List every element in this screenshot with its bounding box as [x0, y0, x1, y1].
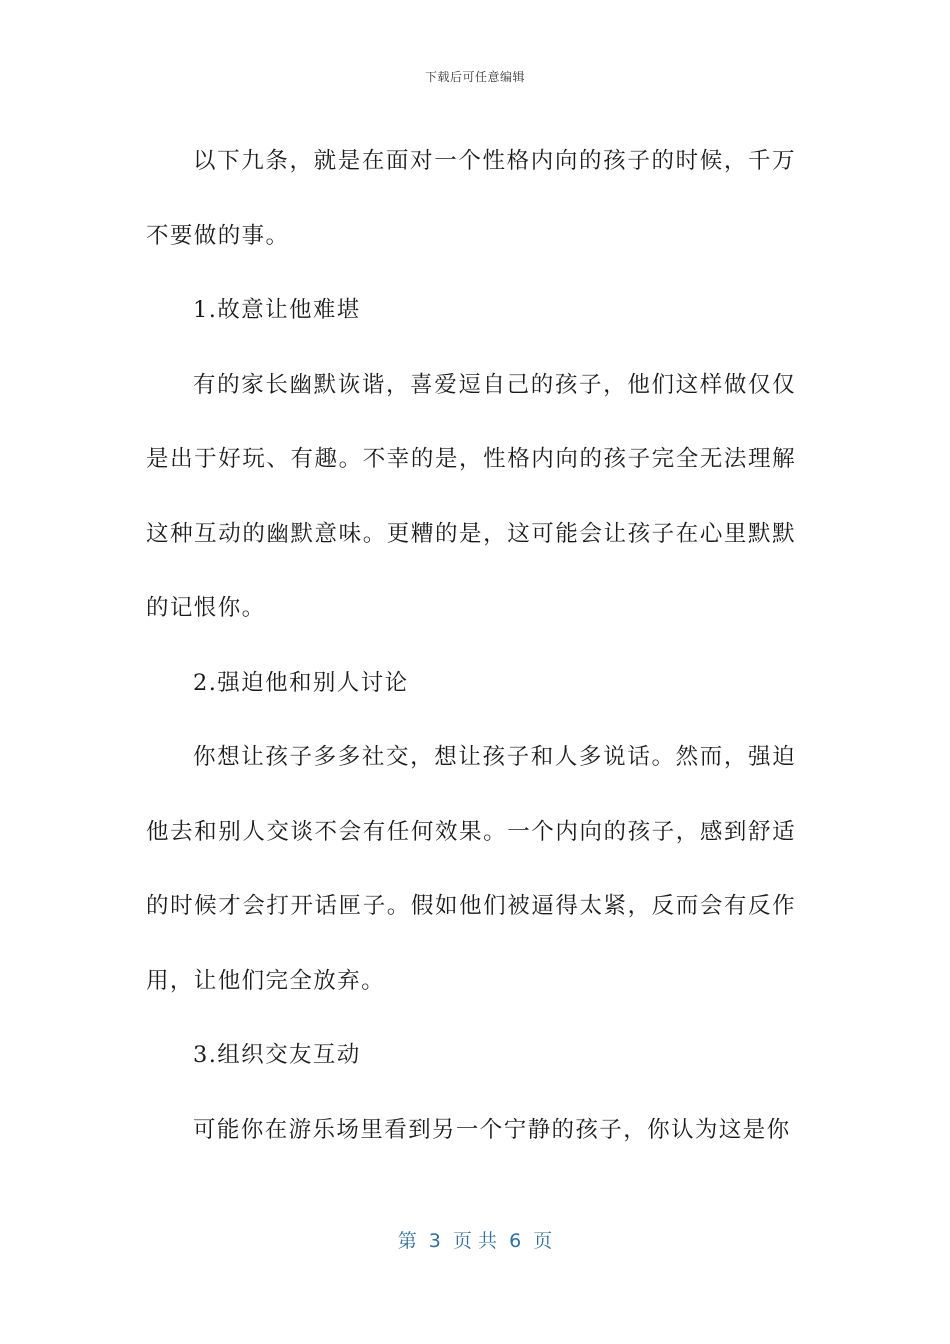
page-number-footer: 第 3 页 共 6 页: [397, 1230, 553, 1252]
body-paragraph-1: 有的家长幽默诙谐，喜爱逗自己的孩子，他们这样做仅仅是出于好玩、有趣。不幸的是，性格内向的孩子完全无法理解这种互动的幽默意味。更糟的是，这可能会让孩子在心里默默的记恨你。: [146, 371, 796, 621]
section-heading-3: 3.组织交友互动: [193, 1042, 361, 1068]
document-body: [146, 124, 796, 1167]
body-paragraph-3: 可能你在游乐场里看到另一个宁静的孩子，你认为这是你: [193, 1116, 791, 1143]
section-heading-1: 1.故意让他难堪: [193, 297, 361, 323]
body-paragraph-2: 你想让孩子多多社交，想让孩子和人多说话。然而，强迫他去和别人交谈不会有任何效果。一个内向的孩子，感到舒适的时候才会打开话匣子。假如他们被逼得太紧，反而会有反作用，让他们完全放弃。: [146, 744, 796, 994]
intro-paragraph: 以下九条，就是在面对一个性格内向的孩子的时候，千万不要做的事。: [146, 148, 796, 249]
page-header: 下载后可任意编辑: [424, 70, 525, 84]
section-heading-2: 2.强迫他和别人讨论: [193, 669, 409, 696]
